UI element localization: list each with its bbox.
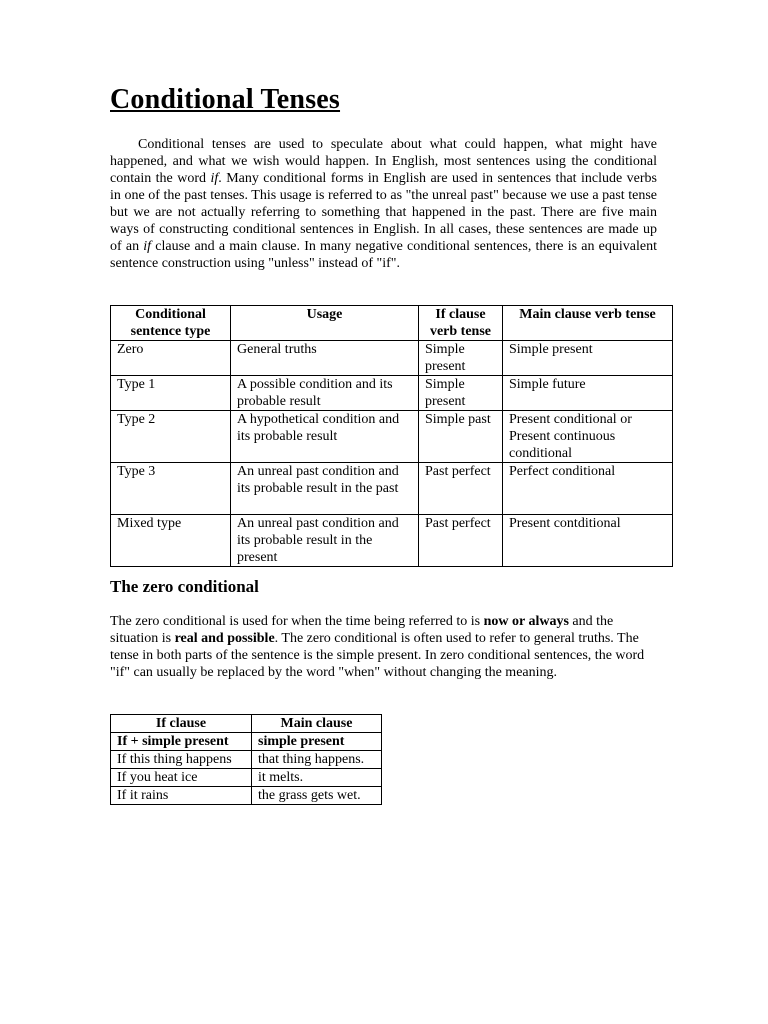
header-sentence-type: Conditional sentence type: [111, 306, 231, 341]
header-usage: Usage: [231, 306, 419, 341]
cell-if-clause: If you heat ice: [111, 769, 252, 787]
cell-main-tense: Present contditional: [503, 515, 673, 567]
cell-main-clause: it melts.: [252, 769, 382, 787]
table-row: [111, 769, 382, 787]
table-row: [111, 411, 673, 463]
cell-type: Mixed type: [111, 515, 231, 567]
table-header-row: [111, 715, 382, 733]
zero-text-3: . The zero conditional is often used to refer to general truths. The tense in both parts of the sentence is the simple present. In zero conditional sentences, the word "if" can usually be replaced by the word "when" without changing the meaning.: [110, 631, 645, 680]
cell-usage: An unreal past condition and its probable result in the present: [231, 515, 419, 567]
cell-main-tense: Simple future: [503, 376, 673, 411]
zero-bold-2: real and possible: [174, 631, 275, 646]
table-row: [111, 341, 673, 376]
zero-text-1: The zero conditional is used for when the time being referred to is: [110, 614, 484, 629]
cell-usage: A hypothetical condition and its probable result: [231, 411, 419, 463]
table-row: [111, 787, 382, 805]
formula-main-clause: simple present: [252, 733, 382, 751]
zero-bold-1: now or always: [483, 614, 569, 629]
header-if-clause: If clause: [111, 715, 252, 733]
cell-type: Type 1: [111, 376, 231, 411]
table-row: [111, 376, 673, 411]
cell-usage: An unreal past condition and its probable result in the past: [231, 463, 419, 515]
formula-row: [111, 733, 382, 751]
header-if-clause-tense: If clause verb tense: [419, 306, 503, 341]
cell-usage: General truths: [231, 341, 419, 376]
conditional-types-table: [110, 305, 673, 567]
intro-emphasis-if-1: if: [210, 171, 219, 186]
intro-paragraph: [110, 136, 657, 272]
cell-if-tense: Simple present: [419, 341, 503, 376]
intro-emphasis-if-2: if: [143, 239, 152, 254]
header-main-clause: Main clause: [252, 715, 382, 733]
intro-text-2: . Many conditional forms in English are used in sentences that include verbs in one of the past tenses. This usage is referred to as "the unreal past" because we use a past tense but we are not actually referring to something that happened in the past. There are five main ways of constructing conditional sentences in English. In all cases, these sentences are made up of an: [110, 171, 657, 254]
cell-if-tense: Simple past: [419, 411, 503, 463]
cell-if-tense: Past perfect: [419, 515, 503, 567]
table-row: [111, 751, 382, 769]
zero-text-2: and the situation is: [110, 614, 614, 646]
zero-conditional-table: [110, 714, 382, 805]
cell-type: Type 3: [111, 463, 231, 515]
table-row: [111, 515, 673, 567]
cell-main-clause: that thing happens.: [252, 751, 382, 769]
cell-if-tense: Simple present: [419, 376, 503, 411]
cell-main-tense: Present conditional or Present continuous conditional: [503, 411, 673, 463]
formula-if-clause: If + simple present: [111, 733, 252, 751]
cell-if-clause: If this thing happens: [111, 751, 252, 769]
cell-type: Type 2: [111, 411, 231, 463]
cell-if-clause: If it rains: [111, 787, 252, 805]
zero-conditional-paragraph: [110, 613, 650, 681]
cell-main-clause: the grass gets wet.: [252, 787, 382, 805]
cell-main-tense: Perfect conditional: [503, 463, 673, 515]
table-row: [111, 463, 673, 515]
cell-main-tense: Simple present: [503, 341, 673, 376]
cell-type: Zero: [111, 341, 231, 376]
section-heading-zero-conditional: The zero conditional: [110, 577, 259, 596]
table-header-row: [111, 306, 673, 341]
page-title: Conditional Tenses: [110, 84, 341, 115]
intro-text-1: Conditional tenses are used to speculate about what could happen, what might have happened, and what we wish would happen. In English, most sentences using the conditional contain the word: [110, 137, 657, 186]
header-main-clause-tense: Main clause verb tense: [503, 306, 673, 341]
cell-usage: A possible condition and its probable result: [231, 376, 419, 411]
intro-text-3: clause and a main clause. In many negative conditional sentences, there is an equivalent sentence construction using "unless" instead of "if".: [110, 239, 657, 271]
cell-if-tense: Past perfect: [419, 463, 503, 515]
